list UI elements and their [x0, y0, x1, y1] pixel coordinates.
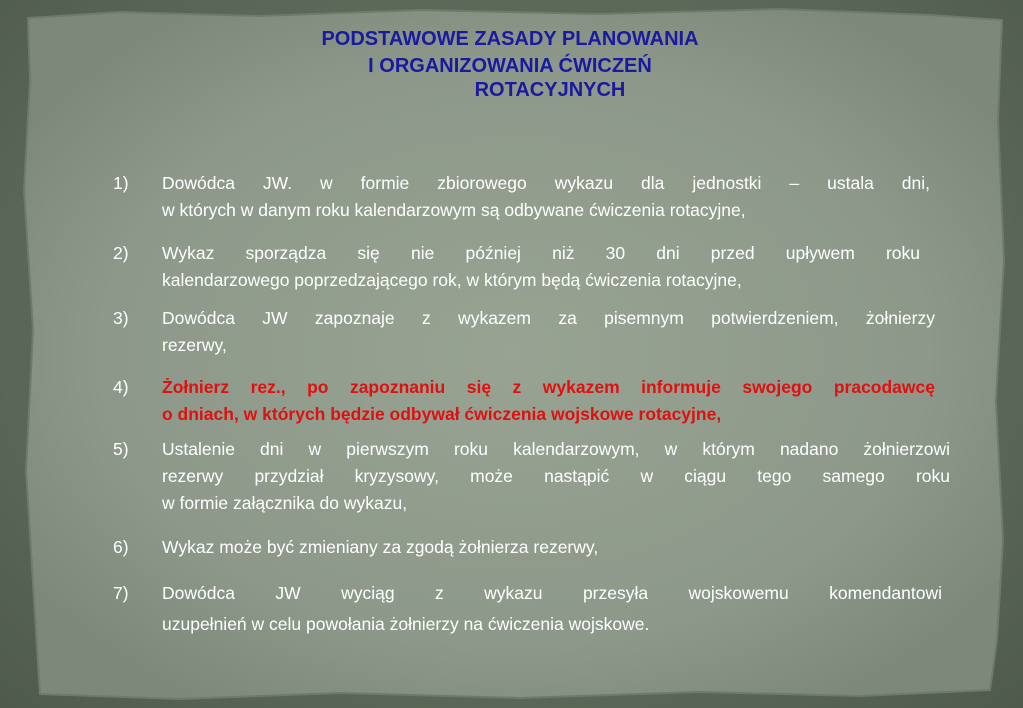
slide-title — [230, 26, 790, 100]
item-number: 1) — [113, 173, 129, 193]
item-line: Dowódca JW. w formie zbiorowego wykazu dla jednostki – ustala dni, — [162, 173, 930, 193]
title-line-3: ROTACYJNYCH — [474, 79, 626, 101]
item-line: Żołnierz rez., po zapoznaniu się z wykazem informuje swojego pracodawcę — [162, 377, 935, 397]
item-line: w formie załącznika do wykazu, — [162, 493, 408, 513]
item-line: uzupełnień w celu powołania żołnierzy na ćwiczenia wojskowe. — [162, 614, 650, 634]
item-number: 3) — [113, 308, 129, 328]
item-line: Wykaz sporządza się nie później niż 30 dni przed upływem roku — [162, 243, 920, 263]
item-line: w których w danym roku kalendarzowym są odbywane ćwiczenia rotacyjne, — [162, 200, 746, 220]
title-line-2: I ORGANIZOWANIA ĆWICZEŃ — [368, 55, 652, 77]
item-line: rezerwy przydział kryzysowy, może nastąpić w ciągu tego samego roku — [162, 466, 950, 486]
item-line: Dowódca JW wyciąg z wykazu przesyła wojskowemu komendantowi — [162, 583, 942, 603]
item-line: kalendarzowego poprzedzającego rok, w którym będą ćwiczenia rotacyjne, — [162, 270, 742, 290]
title-line-1: PODSTAWOWE ZASADY PLANOWANIA — [321, 28, 699, 50]
item-line: rezerwy, — [162, 335, 227, 355]
item-number: 6) — [113, 537, 129, 557]
item-number: 5) — [113, 439, 129, 459]
item-line: o dniach, w których będzie odbywał ćwiczenia wojskowe rotacyjne, — [162, 404, 722, 424]
item-line: Dowódca JW zapoznaje z wykazem za pisemnym potwierdzeniem, żołnierzy — [162, 308, 935, 328]
item-number: 4) — [113, 377, 129, 397]
item-number: 2) — [113, 243, 129, 263]
item-line: Ustalenie dni w pierwszym roku kalendarzowym, w którym nadano żołnierzowi — [162, 439, 950, 459]
item-number: 7) — [113, 583, 129, 603]
item-line: Wykaz może być zmieniany za zgodą żołnierza rezerwy, — [162, 537, 599, 557]
